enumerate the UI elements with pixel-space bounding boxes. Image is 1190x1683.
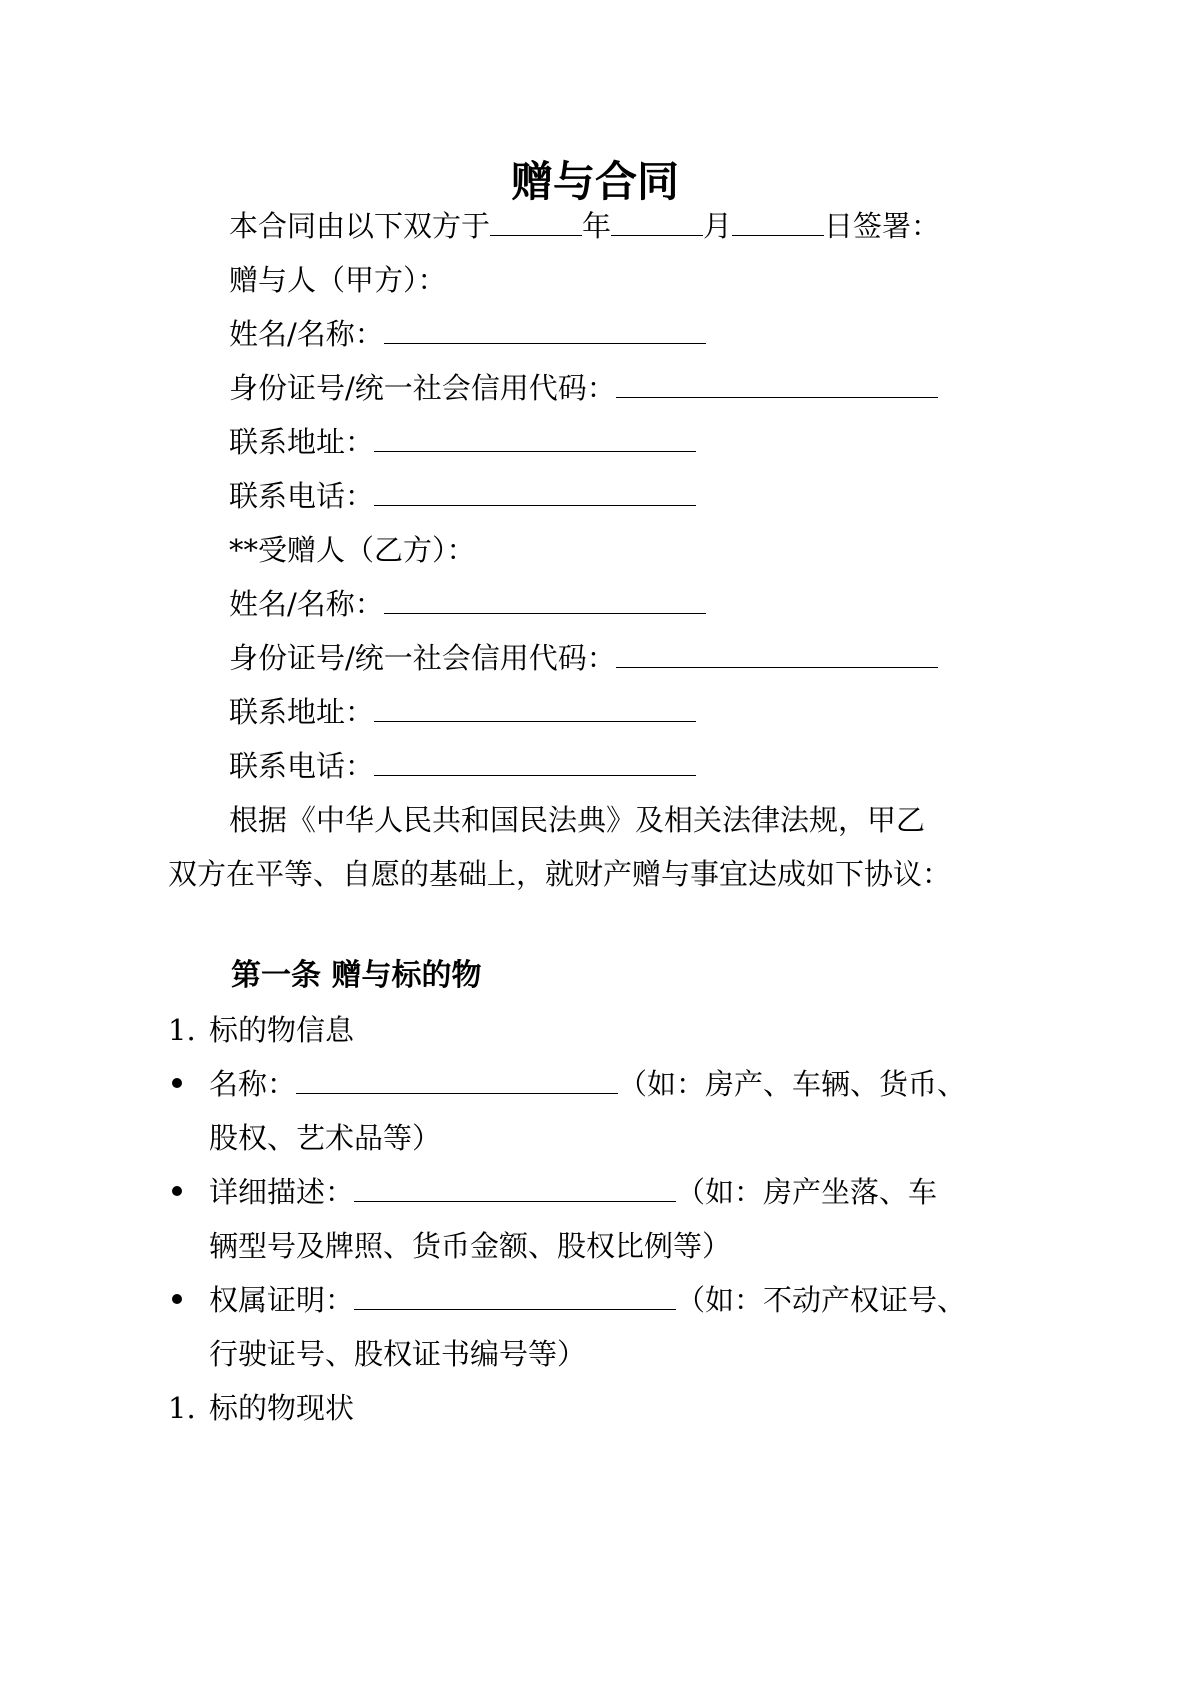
donor-name-line [229,316,706,352]
day-label: 日签署： [824,209,941,243]
bullet-description-label: 详细描述： [209,1175,355,1209]
donee-name-blank[interactable] [384,587,706,614]
donee-id-line [229,640,938,676]
donor-id-blank[interactable] [616,371,938,398]
donor-address-blank[interactable] [374,425,696,452]
item-1-label: 标的物信息 [209,1013,355,1047]
item-1-num: 1. [168,1013,196,1047]
donee-name-line [229,586,706,622]
donor-address-label: 联系地址： [229,425,375,459]
signing-date-line [229,208,940,244]
donee-phone-line [229,748,696,784]
donor-name-label: 姓名/名称： [229,317,384,351]
signing-date-prefix: 本合同由以下双方于 [229,209,491,243]
bullet-description-line [209,1174,937,1210]
donee-address-blank[interactable] [374,695,696,722]
preamble-line-2: 双方在平等、自愿的基础上，就财产赠与事宜达成如下协议： [168,857,952,891]
donor-id-label: 身份证号/统一社会信用代码： [229,371,616,405]
donee-id-label: 身份证号/统一社会信用代码： [229,641,616,675]
bullet-name-blank[interactable] [296,1067,618,1094]
donee-heading: **受赠人（乙方）： [229,533,476,567]
bullet-name-line [209,1066,966,1102]
donor-heading: 赠与人（甲方）： [229,263,447,297]
bullet-description-blank[interactable] [354,1175,676,1202]
donor-phone-line [229,478,696,514]
bullet-description-note-cont: 辆型号及牌照、货币金额、股权比例等） [209,1229,732,1263]
item-2-num: 1. [168,1391,196,1425]
donee-phone-label: 联系电话： [229,749,375,783]
donee-name-label: 姓名/名称： [229,587,384,621]
bullet-description-note: （如：房产坐落、车 [676,1175,938,1209]
contract-title: 赠与合同 [510,157,679,206]
article-1-heading: 第一条 赠与标的物 [231,958,482,993]
month-blank[interactable] [611,209,703,236]
bullet-ownership-blank[interactable] [354,1283,676,1310]
bullet-name-label: 名称： [209,1067,297,1101]
bullet-ownership-note-cont: 行驶证号、股权证书编号等） [209,1337,587,1371]
bullet-name-note: （如：房产、车辆、货币、 [618,1067,967,1101]
day-blank[interactable] [732,209,824,236]
donor-id-line [229,370,938,406]
year-label: 年 [582,209,612,243]
donor-name-blank[interactable] [384,317,706,344]
donee-id-blank[interactable] [616,641,938,668]
year-blank[interactable] [490,209,582,236]
month-label: 月 [703,209,733,243]
bullet-ownership-note: （如：不动产权证号、 [676,1283,967,1317]
donor-address-line [229,424,696,460]
bullet-ownership-label: 权属证明： [209,1283,355,1317]
item-2-label: 标的物现状 [209,1391,355,1425]
bullet-dot [172,1294,182,1304]
bullet-dot [172,1186,182,1196]
bullet-name-note-cont: 股权、艺术品等） [209,1121,442,1155]
preamble-line-1: 根据《中华人民共和国民法典》及相关法律法规，甲乙 [229,803,926,837]
donor-phone-label: 联系电话： [229,479,375,513]
bullet-dot [172,1078,182,1088]
bullet-ownership-line [209,1282,966,1318]
donee-address-line [229,694,696,730]
donor-phone-blank[interactable] [374,479,696,506]
donee-phone-blank[interactable] [374,749,696,776]
donee-address-label: 联系地址： [229,695,375,729]
